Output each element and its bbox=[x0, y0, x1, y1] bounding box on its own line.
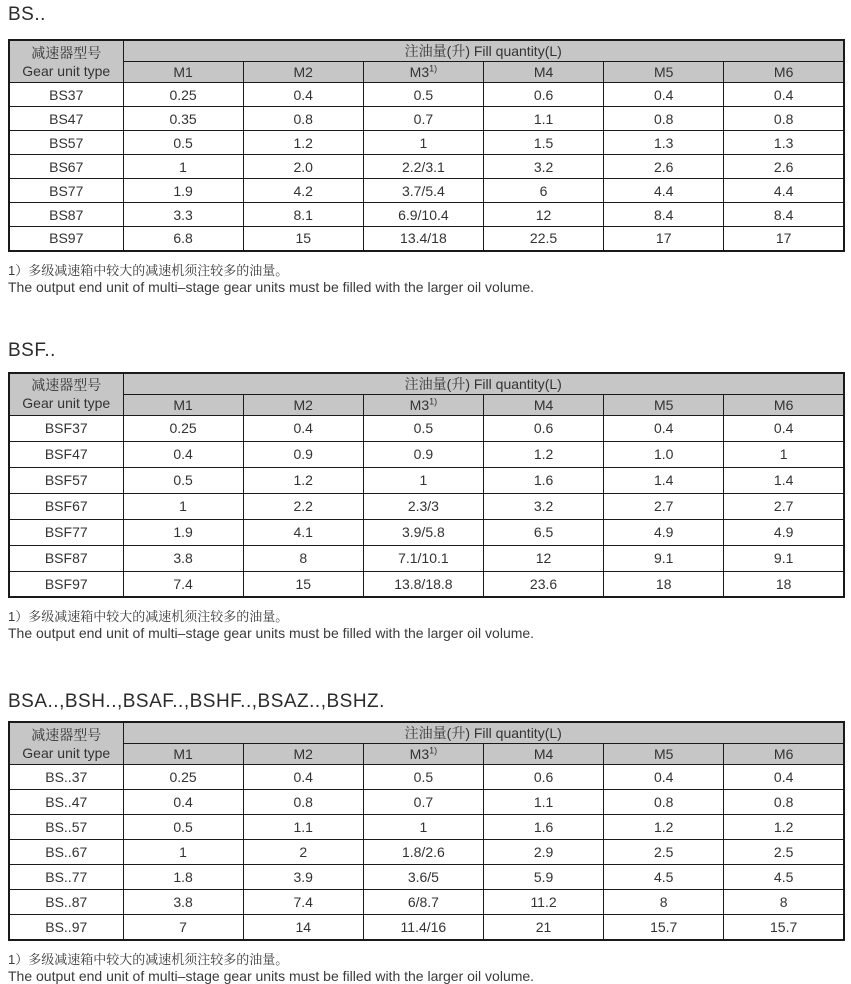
gear-unit-model: BS77 bbox=[9, 179, 123, 203]
fill-quantity-cell: 1.2 bbox=[243, 467, 363, 493]
fill-quantity-cell: 2.2 bbox=[243, 493, 363, 519]
fill-quantity-cell: 6 bbox=[483, 179, 603, 203]
footnote-marker: 1) bbox=[429, 745, 438, 756]
fill-quantity-cell: 5.9 bbox=[483, 865, 603, 890]
fill-quantity-cell: 9.1 bbox=[724, 545, 844, 571]
column-header-label: M1 bbox=[173, 396, 193, 413]
fill-quantity-cell: 22.5 bbox=[483, 227, 603, 251]
fill-quantity-cell: 0.25 bbox=[123, 83, 243, 107]
fill-quantity-cell: 1.2 bbox=[724, 815, 844, 840]
fill-quantity-cell: 15.7 bbox=[604, 915, 724, 940]
fill-quantity-cell: 0.4 bbox=[604, 83, 724, 107]
fill-quantity-cell: 0.8 bbox=[604, 790, 724, 815]
column-header-row bbox=[9, 62, 844, 83]
table-row bbox=[9, 415, 844, 441]
gear-unit-model: BS..77 bbox=[9, 865, 123, 890]
fill-quantity-cell: 3.8 bbox=[123, 545, 243, 571]
fill-quantity-cell: 4.9 bbox=[604, 519, 724, 545]
fill-quantity-cell: 18 bbox=[724, 571, 844, 597]
column-header-row bbox=[9, 394, 844, 415]
column-header-m4 bbox=[483, 62, 603, 83]
fill-quantity-cell: 0.8 bbox=[724, 790, 844, 815]
column-header-m4 bbox=[483, 394, 603, 415]
column-header-label: M4 bbox=[533, 746, 554, 762]
gear-unit-type-header bbox=[9, 373, 123, 416]
table-row bbox=[9, 915, 844, 940]
table-row bbox=[9, 155, 844, 179]
gear-unit-model: BS..57 bbox=[9, 815, 123, 840]
table-row bbox=[9, 83, 844, 107]
fill-quantity-cell: 1.2 bbox=[243, 131, 363, 155]
fill-quantity-cell: 4.4 bbox=[724, 179, 844, 203]
gear-unit-model: BS47 bbox=[9, 107, 123, 131]
fill-quantity-cell: 1 bbox=[363, 815, 483, 840]
fill-quantity-cell: 0.5 bbox=[363, 765, 483, 790]
fill-quantity-cell: 0.4 bbox=[724, 765, 844, 790]
fill-quantity-cell: 2.5 bbox=[604, 840, 724, 865]
fill-quantity-cell: 6/8.7 bbox=[363, 890, 483, 915]
table-row bbox=[9, 765, 844, 790]
table-row bbox=[9, 571, 844, 597]
fill-quantity-cell: 4.5 bbox=[724, 865, 844, 890]
fill-quantity-cell: 2.6 bbox=[604, 155, 724, 179]
fill-quantity-cell: 3.9/5.8 bbox=[363, 519, 483, 545]
fill-quantity-cell: 1 bbox=[724, 441, 844, 467]
footnote-zh: 1）多级减速箱中较大的减速机须注较多的油量。 bbox=[8, 609, 289, 624]
gear-unit-model: BS67 bbox=[9, 155, 123, 179]
gear-unit-model: BSF87 bbox=[9, 545, 123, 571]
column-header-label: M4 bbox=[533, 396, 554, 413]
fill-quantity-table-bsf bbox=[8, 372, 845, 599]
gear-unit-type-label-en: Gear unit type bbox=[22, 744, 111, 761]
fill-quantity-cell: 4.5 bbox=[604, 865, 724, 890]
fill-quantity-cell: 3.9 bbox=[243, 865, 363, 890]
fill-quantity-table-bsa-bsh bbox=[8, 721, 845, 941]
fill-quantity-cell: 1.0 bbox=[604, 441, 724, 467]
column-header-m2 bbox=[243, 62, 363, 83]
fill-quantity-cell: 15 bbox=[243, 227, 363, 251]
fill-quantity-cell: 21 bbox=[483, 915, 603, 940]
gear-unit-type-label-en: Gear unit type bbox=[22, 62, 111, 79]
fill-quantity-cell: 0.6 bbox=[483, 415, 603, 441]
footnote-marker: 1) bbox=[429, 395, 438, 406]
section-title-bsa-bsh: BSA..,BSH..,BSAF..,BSHF..,BSAZ..,BSHZ. bbox=[8, 691, 385, 712]
fill-quantity-cell: 2.3/3 bbox=[363, 493, 483, 519]
gear-unit-model: BSF97 bbox=[9, 571, 123, 597]
gear-unit-model: BSF57 bbox=[9, 467, 123, 493]
fill-quantity-cell: 3.7/5.4 bbox=[363, 179, 483, 203]
gear-unit-model: BSF77 bbox=[9, 519, 123, 545]
fill-quantity-cell: 8.1 bbox=[243, 203, 363, 227]
fill-quantity-cell: 11.2 bbox=[483, 890, 603, 915]
fill-quantity-cell: 2.2/3.1 bbox=[363, 155, 483, 179]
gear-unit-model: BS87 bbox=[9, 203, 123, 227]
header-row-top bbox=[9, 722, 844, 744]
fill-quantity-cell: 9.1 bbox=[604, 545, 724, 571]
fill-quantity-cell: 1.4 bbox=[724, 467, 844, 493]
footnote-en: The output end unit of multi–stage gear units must be filled with the larger oil volume. bbox=[8, 967, 535, 984]
fill-quantity-cell: 0.6 bbox=[483, 765, 603, 790]
fill-quantity-cell: 1 bbox=[123, 840, 243, 865]
fill-quantity-cell: 2 bbox=[243, 840, 363, 865]
fill-quantity-cell: 14 bbox=[243, 915, 363, 940]
table-header bbox=[9, 722, 844, 765]
column-header-m1 bbox=[123, 62, 243, 83]
gear-unit-model: BS37 bbox=[9, 83, 123, 107]
gear-unit-type-label-zh: 减速器型号 bbox=[31, 44, 102, 61]
column-header-m3 bbox=[363, 744, 483, 765]
gear-unit-model: BS..67 bbox=[9, 840, 123, 865]
section-title-bs: BS.. bbox=[8, 4, 46, 25]
column-header-m1 bbox=[123, 394, 243, 415]
fill-quantity-cell: 0.5 bbox=[363, 83, 483, 107]
fill-quantity-cell: 1.8 bbox=[123, 865, 243, 890]
fill-quantity-cell: 1.3 bbox=[604, 131, 724, 155]
fill-quantity-cell: 1.1 bbox=[483, 107, 603, 131]
column-header-m5 bbox=[604, 62, 724, 83]
fill-quantity-cell: 7.1/10.1 bbox=[363, 545, 483, 571]
fill-quantity-cell: 17 bbox=[724, 227, 844, 251]
fill-quantity-cell: 0.4 bbox=[243, 765, 363, 790]
gear-unit-type-header bbox=[9, 722, 123, 765]
column-header-label: M2 bbox=[293, 746, 313, 762]
table-body bbox=[9, 415, 844, 597]
footnote-zh: 1）多级减速箱中较大的减速机须注较多的油量。 bbox=[8, 951, 289, 967]
fill-quantity-cell: 4.2 bbox=[243, 179, 363, 203]
fill-quantity-cell: 0.4 bbox=[724, 83, 844, 107]
table-row bbox=[9, 227, 844, 251]
gear-unit-model: BS97 bbox=[9, 227, 123, 251]
column-header-m4 bbox=[483, 744, 603, 765]
fill-quantity-cell: 8.4 bbox=[724, 203, 844, 227]
fill-quantity-cell: 1.3 bbox=[724, 131, 844, 155]
column-header-label: M2 bbox=[293, 396, 313, 413]
fill-quantity-cell: 3.2 bbox=[483, 493, 603, 519]
footnote-en: The output end unit of multi–stage gear units must be filled with the larger oil volume. bbox=[8, 625, 535, 641]
fill-quantity-cell: 0.8 bbox=[243, 790, 363, 815]
column-header-label: M6 bbox=[773, 746, 794, 762]
column-header-m2 bbox=[243, 394, 363, 415]
column-header-label: M1 bbox=[173, 64, 193, 80]
column-header-m5 bbox=[604, 744, 724, 765]
column-header-label: M2 bbox=[293, 64, 313, 80]
column-header-m3 bbox=[363, 394, 483, 415]
column-header-label: M4 bbox=[533, 64, 554, 80]
footnote-zh: 1）多级减速箱中较大的减速机须注较多的油量。 bbox=[8, 262, 289, 278]
fill-quantity-cell: 0.8 bbox=[243, 107, 363, 131]
fill-quantity-cell: 0.5 bbox=[123, 467, 243, 493]
fill-quantity-cell: 0.25 bbox=[123, 415, 243, 441]
fill-quantity-cell: 7 bbox=[123, 915, 243, 940]
fill-quantity-cell: 1.1 bbox=[483, 790, 603, 815]
fill-quantity-cell: 1 bbox=[123, 493, 243, 519]
fill-quantity-cell: 13.8/18.8 bbox=[363, 571, 483, 597]
gear-unit-model: BS..97 bbox=[9, 915, 123, 940]
fill-quantity-cell: 2.7 bbox=[604, 493, 724, 519]
fill-quantity-cell: 6.9/10.4 bbox=[363, 203, 483, 227]
fill-quantity-cell: 0.5 bbox=[123, 815, 243, 840]
table-row bbox=[9, 790, 844, 815]
table-row bbox=[9, 467, 844, 493]
table-header bbox=[9, 373, 844, 416]
fill-quantity-cell: 4.4 bbox=[604, 179, 724, 203]
fill-quantity-cell: 3.3 bbox=[123, 203, 243, 227]
column-header-m5 bbox=[604, 394, 724, 415]
header-row-top bbox=[9, 373, 844, 395]
fill-quantity-cell: 15.7 bbox=[724, 915, 844, 940]
fill-quantity-cell: 2.6 bbox=[724, 155, 844, 179]
table-row bbox=[9, 203, 844, 227]
fill-quantity-cell: 8 bbox=[724, 890, 844, 915]
fill-quantity-cell: 7.4 bbox=[123, 571, 243, 597]
section-bsa-bsh bbox=[8, 691, 844, 984]
fill-quantity-cell: 4.9 bbox=[724, 519, 844, 545]
footnote-en: The output end unit of multi–stage gear units must be filled with the larger oil volume. bbox=[8, 278, 535, 295]
table-row bbox=[9, 179, 844, 203]
fill-quantity-cell: 8 bbox=[243, 545, 363, 571]
column-header-label: M1 bbox=[173, 746, 193, 762]
fill-quantity-cell: 0.25 bbox=[123, 765, 243, 790]
fill-quantity-cell: 1.4 bbox=[604, 467, 724, 493]
column-header-row bbox=[9, 744, 844, 765]
gear-unit-type-label-zh: 减速器型号 bbox=[31, 377, 102, 393]
fill-quantity-cell: 0.6 bbox=[483, 83, 603, 107]
gear-unit-model: BSF37 bbox=[9, 415, 123, 441]
gear-unit-model: BSF67 bbox=[9, 493, 123, 519]
table-row bbox=[9, 865, 844, 890]
fill-quantity-cell: 4.1 bbox=[243, 519, 363, 545]
section-bs bbox=[8, 4, 844, 295]
fill-quantity-cell: 1.5 bbox=[483, 131, 603, 155]
fill-quantity-cell: 0.7 bbox=[363, 790, 483, 815]
table-row bbox=[9, 131, 844, 155]
fill-quantity-cell: 0.8 bbox=[724, 107, 844, 131]
fill-quantity-cell: 0.4 bbox=[604, 765, 724, 790]
column-header-m6 bbox=[724, 744, 844, 765]
fill-quantity-cell: 1 bbox=[363, 467, 483, 493]
gear-unit-type-label-zh: 减速器型号 bbox=[31, 726, 102, 743]
fill-quantity-cell: 23.6 bbox=[483, 571, 603, 597]
table-row bbox=[9, 840, 844, 865]
column-header-label: M5 bbox=[653, 64, 674, 80]
fill-quantity-cell: 6.8 bbox=[123, 227, 243, 251]
fill-quantity-cell: 1.6 bbox=[483, 815, 603, 840]
table-row bbox=[9, 890, 844, 915]
column-header-m2 bbox=[243, 744, 363, 765]
table-row bbox=[9, 107, 844, 131]
column-header-label: M6 bbox=[773, 64, 794, 80]
fill-quantity-cell: 8.4 bbox=[604, 203, 724, 227]
fill-quantity-cell: 0.4 bbox=[123, 790, 243, 815]
column-header-m6 bbox=[724, 394, 844, 415]
fill-quantity-cell: 1.1 bbox=[243, 815, 363, 840]
fill-quantity-cell: 1.2 bbox=[604, 815, 724, 840]
fill-quantity-cell: 15 bbox=[243, 571, 363, 597]
table-row bbox=[9, 545, 844, 571]
table-body bbox=[9, 765, 844, 940]
fill-quantity-cell: 3.2 bbox=[483, 155, 603, 179]
gear-unit-type-label-en: Gear unit type bbox=[22, 395, 111, 411]
column-header-label: M3 bbox=[409, 64, 430, 80]
fill-quantity-cell: 0.5 bbox=[363, 415, 483, 441]
column-header-label: M3 bbox=[409, 396, 430, 413]
fill-quantity-cell: 0.9 bbox=[363, 441, 483, 467]
footnote-marker: 1) bbox=[429, 63, 438, 74]
fill-quantity-cell: 1 bbox=[363, 131, 483, 155]
fill-quantity-cell: 2.5 bbox=[724, 840, 844, 865]
fill-quantity-cell: 0.8 bbox=[604, 107, 724, 131]
fill-quantity-cell: 0.4 bbox=[724, 415, 844, 441]
fill-quantity-cell: 1.6 bbox=[483, 467, 603, 493]
gear-unit-model: BS57 bbox=[9, 131, 123, 155]
column-header-label: M6 bbox=[773, 396, 794, 413]
gear-unit-model: BSF47 bbox=[9, 441, 123, 467]
fill-quantity-cell: 12 bbox=[483, 545, 603, 571]
fill-quantity-cell: 11.4/16 bbox=[363, 915, 483, 940]
fill-quantity-cell: 7.4 bbox=[243, 890, 363, 915]
table-row bbox=[9, 493, 844, 519]
fill-quantity-cell: 1.9 bbox=[123, 179, 243, 203]
fill-quantity-cell: 0.7 bbox=[363, 107, 483, 131]
fill-quantity-cell: 0.5 bbox=[123, 131, 243, 155]
fill-quantity-cell: 12 bbox=[483, 203, 603, 227]
fill-quantity-cell: 1 bbox=[123, 155, 243, 179]
table-header bbox=[9, 40, 844, 83]
section-title-bsf: BSF.. bbox=[8, 339, 56, 361]
fill-quantity-cell: 0.4 bbox=[123, 441, 243, 467]
fill-quantity-cell: 0.35 bbox=[123, 107, 243, 131]
column-header-m3 bbox=[363, 62, 483, 83]
column-header-label: M3 bbox=[409, 746, 430, 762]
gear-unit-model: BS..47 bbox=[9, 790, 123, 815]
fill-quantity-cell: 0.4 bbox=[604, 415, 724, 441]
fill-quantity-cell: 2.7 bbox=[724, 493, 844, 519]
column-header-label: M5 bbox=[653, 396, 674, 413]
fill-quantity-cell: 8 bbox=[604, 890, 724, 915]
column-header-m1 bbox=[123, 744, 243, 765]
gear-unit-model: BS..87 bbox=[9, 890, 123, 915]
column-header-m6 bbox=[724, 62, 844, 83]
fill-quantity-cell: 0.4 bbox=[243, 415, 363, 441]
fill-quantity-cell: 18 bbox=[604, 571, 724, 597]
table-row bbox=[9, 815, 844, 840]
fill-quantity-cell: 0.9 bbox=[243, 441, 363, 467]
table-body bbox=[9, 83, 844, 251]
column-header-label: M5 bbox=[653, 746, 674, 762]
fill-quantity-cell: 17 bbox=[604, 227, 724, 251]
fill-quantity-cell: 3.6/5 bbox=[363, 865, 483, 890]
fill-quantity-cell: 1.8/2.6 bbox=[363, 840, 483, 865]
fill-quantity-cell: 2.9 bbox=[483, 840, 603, 865]
fill-quantity-cell: 3.8 bbox=[123, 890, 243, 915]
gear-unit-type-header bbox=[9, 40, 123, 83]
gear-unit-model: BS..37 bbox=[9, 765, 123, 790]
section-bsf bbox=[8, 340, 844, 642]
fill-quantity-cell: 13.4/18 bbox=[363, 227, 483, 251]
fill-quantity-header: 注油量(升) Fill quantity(L) bbox=[123, 722, 844, 744]
fill-quantity-cell: 1.2 bbox=[483, 441, 603, 467]
fill-quantity-cell: 6.5 bbox=[483, 519, 603, 545]
fill-quantity-header: 注油量(升) Fill quantity(L) bbox=[123, 373, 844, 395]
fill-quantity-header: 注油量(升) Fill quantity(L) bbox=[123, 40, 844, 62]
fill-quantity-cell: 0.4 bbox=[243, 83, 363, 107]
table-row bbox=[9, 519, 844, 545]
fill-quantity-table-bs bbox=[8, 39, 845, 252]
fill-quantity-cell: 1.9 bbox=[123, 519, 243, 545]
header-row-top bbox=[9, 40, 844, 62]
fill-quantity-cell: 2.0 bbox=[243, 155, 363, 179]
table-row bbox=[9, 441, 844, 467]
